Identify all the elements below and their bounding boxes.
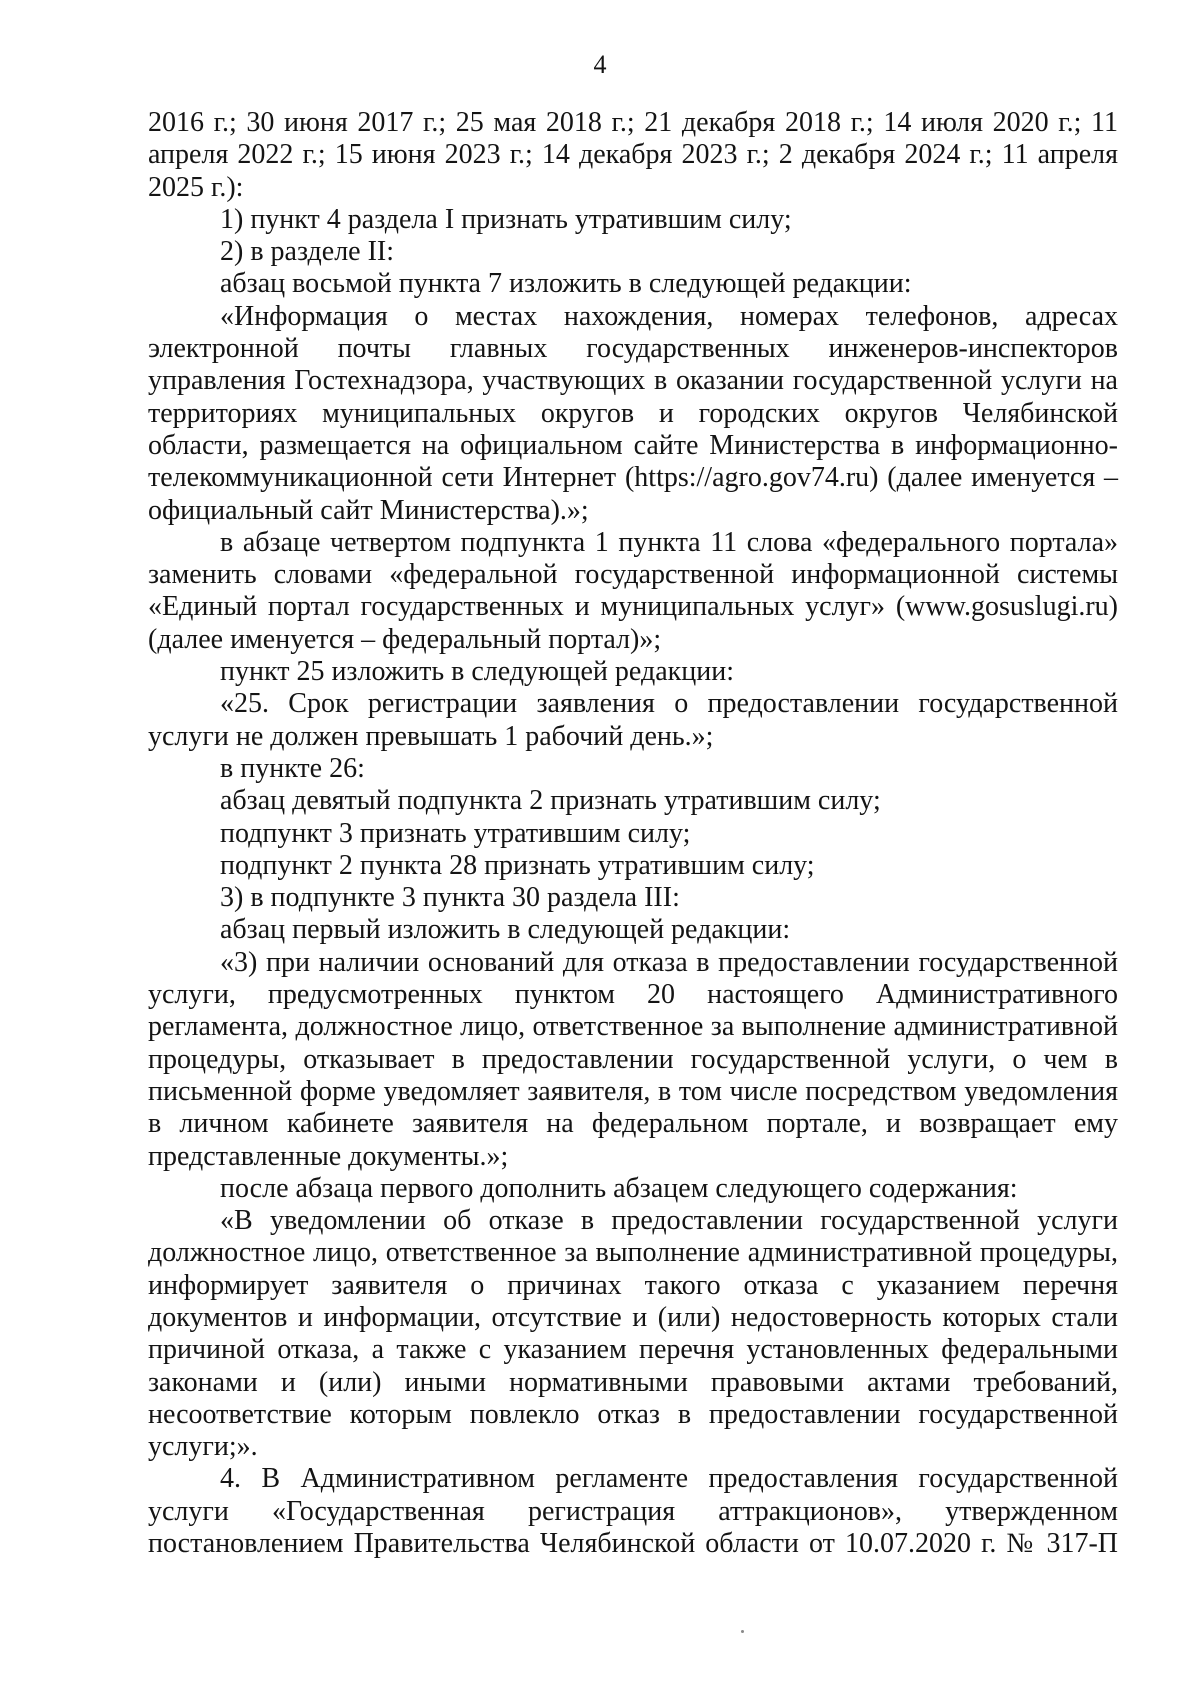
- paragraph-quote-refusal: «3) при наличии оснований для отказа в предоставлении государственной услуги, предусмотренных пунктом 20 настоящего Административного регламента, должностное лицо, ответственное за выполнение административной процедуры, отказывает в предоставлении государственной услуги, о чем в письменной форме уведомляет заявителя, в том числе посредством уведомления в личном кабинете заявителя на федеральном портале, и возвращает ему представленные документы.»;: [148, 946, 1118, 1172]
- paragraph-clause-26: в пункте 26:: [220, 752, 365, 784]
- paragraph-item-2: 2) в разделе II:: [220, 236, 395, 268]
- paragraph-abzac-8-clause-7: абзац восьмой пункта 7 изложить в следующей редакции:: [220, 268, 912, 300]
- paragraph-item-4: 4. В Административном регламенте предоставления государственной услуги «Государственная регистрация аттракционов», утвержденном постановлением Правительства Челябинской области от 10.07.2020 г. № 317-П: [148, 1463, 1118, 1560]
- scan-artifact: [741, 1630, 744, 1633]
- paragraph-subclause-2-clause-28: подпункт 2 пункта 28 признать утратившим силу;: [220, 849, 815, 881]
- paragraph-clause-11-replace: в абзаце четвертом подпункта 1 пункта 11 слова «федерального портала» заменить словами «федеральной государственной информационной системы «Единый портал государственных и муниципальных услуг» (www.gosuslugi.ru) (далее именуется – федеральный портал)»;: [148, 526, 1118, 655]
- paragraph-subclause-3: подпункт 3 признать утратившим силу;: [220, 817, 691, 849]
- page-number: 4: [593, 50, 607, 79]
- paragraph-quote-notification: «В уведомлении об отказе в предоставлении государственной услуги должностное лицо, ответственное за выполнение административной процедуры, информирует заявителя о причинах такого отказа с указанием перечня документов и информации, отсутствие и (или) недостоверность которых стали причиной отказа, а также с указанием перечня установленных федеральными законами и (или) иными нормативными правовыми актами требований, несоответствие которым повлекло отказ в предоставлении государственной услуги;».: [148, 1205, 1118, 1463]
- paragraph-abzac-9: абзац девятый подпункта 2 признать утратившим силу;: [220, 785, 881, 817]
- paragraph-item-3: 3) в подпункте 3 пункта 30 раздела III:: [220, 882, 680, 914]
- paragraph-abzac-1: абзац первый изложить в следующей редакции:: [220, 914, 791, 946]
- document-body: [148, 107, 1118, 1560]
- paragraph-clause-25: пункт 25 изложить в следующей редакции:: [220, 656, 734, 688]
- paragraph-after-abzac-1: после абзаца первого дополнить абзацем следующего содержания:: [220, 1172, 1018, 1204]
- paragraph-amendment-dates: 2016 г.; 30 июня 2017 г.; 25 мая 2018 г.; 21 декабря 2018 г.; 14 июля 2020 г.; 11 апреля 2022 г.; 15 июня 2023 г.; 14 декабря 2023 г.; 2 декабря 2024 г.; 11 апреля 2025 г.):: [148, 107, 1118, 203]
- paragraph-quote-information: «Информация о местах нахождения, номерах телефонов, адресах электронной почты главных государственных инженеров-инспекторов управления Гостехнадзора, участвующих в оказании государственной услуги на территориях муниципальных округов и городских округов Челябинской области, размещается на официальном сайте Министерства в информационно-телекоммуникационной сети Интернет (https://agro.gov74.ru) (далее именуется – официальный сайт Министерства).»;: [148, 300, 1118, 526]
- paragraph-item-1: 1) пункт 4 раздела I признать утратившим силу;: [220, 203, 792, 235]
- paragraph-quote-clause-25: «25. Срок регистрации заявления о предоставлении государственной услуги не должен превышать 1 рабочий день.»;: [148, 688, 1118, 752]
